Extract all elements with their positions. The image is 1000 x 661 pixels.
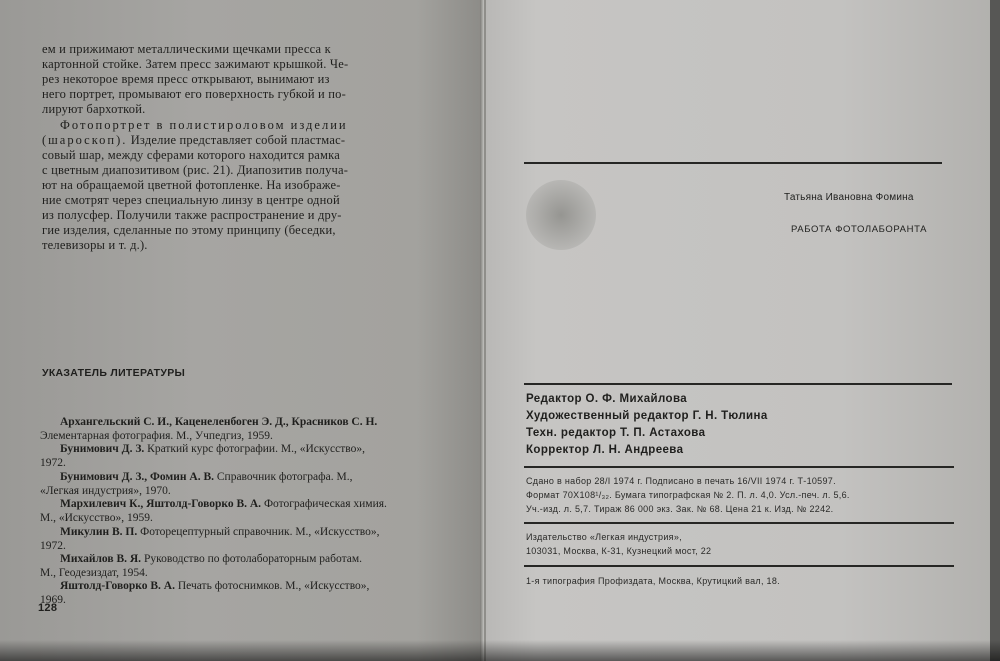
- book-title: РАБОТА ФОТОЛАБОРАНТА: [791, 224, 928, 235]
- text-line: него портрет, промывают его поверхность губкой и по-: [42, 87, 346, 101]
- left-page: [0, 0, 490, 661]
- reference-line: [60, 442, 365, 457]
- reference-line: [60, 470, 352, 485]
- printer-line: 1-я типография Профиздата, Москва, Крутицкий вал, 18.: [526, 576, 780, 586]
- reference-authors: Бунимович Д. З., Фомин А. В.: [60, 471, 214, 483]
- text-line: телевизоры и т. д.).: [42, 238, 148, 252]
- reference-text: Справочник фотографа. М.,: [214, 471, 353, 483]
- publisher-line: Издательство «Легкая индустрия»,: [526, 532, 682, 542]
- reference-text: Фоторецептурный справочник. М., «Искусство»,: [137, 526, 380, 538]
- top-rule: [524, 162, 942, 164]
- reference-text: Руководство по фотолабораторным работам.: [141, 553, 362, 565]
- author-name: Татьяна Ивановна Фомина: [784, 192, 914, 203]
- background-edge: [990, 0, 1000, 661]
- reference-line: М., Геодезиздат, 1954.: [40, 567, 148, 579]
- publisher-rule: [524, 522, 954, 524]
- reference-authors: Бунимович Д. З.: [60, 443, 145, 455]
- text-line: ние смотрят через специальную линзу в центре одной: [42, 193, 340, 207]
- bottom-shadow: [0, 640, 1000, 661]
- reference-authors: Мархилевич К., Яштолд-Говорко В. А.: [60, 498, 262, 510]
- reference-line: [60, 552, 362, 567]
- references-heading: УКАЗАТЕЛЬ ЛИТЕРАТУРЫ: [42, 367, 186, 379]
- reference-authors: Михайлов В. Я.: [60, 553, 142, 565]
- reference-authors: Яштолд-Говорко В. А.: [60, 580, 175, 592]
- reference-text: Печать фотоснимков. М., «Искусство»,: [174, 580, 370, 592]
- reference-text: Фотографическая химия.: [261, 498, 387, 510]
- reference-line: 1972.: [40, 457, 66, 469]
- reference-line: М., «Искусство», 1959.: [40, 512, 153, 524]
- reference-authors: Микулин В. П.: [60, 526, 138, 538]
- reference-authors: Архангельский С. И., Каценеленбоген Э. Д., Красников С. Н.: [60, 416, 378, 428]
- term-shar-oskop: (шароскоп).: [42, 133, 128, 147]
- editor-line: Корректор Л. Н. Андреева: [526, 444, 684, 456]
- editors-rule: [524, 383, 952, 385]
- editor-line: Техн. редактор Т. П. Астахова: [526, 427, 706, 439]
- publisher-line: 103031, Москва, К-31, Кузнецкий мост, 22: [526, 546, 712, 556]
- editor-line: Редактор О. Ф. Михайлова: [526, 393, 688, 405]
- reference-text: Краткий курс фотографии. М., «Искусство»,: [144, 443, 365, 455]
- editor-line: Художественный редактор Г. Н. Тюлина: [526, 410, 768, 422]
- imprint-line: Формат 70Х108¹/₃₂. Бумага типографская № 2. П. л. 4,0. Усл.-печ. л. 5,6.: [526, 490, 850, 500]
- imprint-line: Сдано в набор 28/I 1974 г. Подписано в печать 16/VII 1974 г. Т-10597.: [526, 476, 836, 486]
- reference-line: [60, 497, 387, 512]
- imprint-line: Уч.-изд. л. 5,7. Тираж 86 000 экз. Зак. № 68. Цена 21 к. Изд. № 2242.: [526, 504, 834, 514]
- text-line: рез некоторое время пресс открывают, вынимают из: [42, 72, 330, 86]
- text-line: гие изделия, сделанные по этому принципу (беседки,: [42, 223, 336, 237]
- reference-line: [60, 415, 377, 430]
- text-line: ем и прижимают металлическими щечками пресса к: [42, 42, 331, 56]
- reference-line: Элементарная фотография. М., Учпедгиз, 1959.: [40, 430, 273, 442]
- text-line: из полусфер. Получили также распространение и дру-: [42, 208, 342, 222]
- text-line: ют на обращаемой цветной фотопленке. На изображе-: [42, 178, 341, 192]
- text-line: [42, 133, 345, 148]
- printer-rule: [524, 565, 954, 567]
- reference-line: [60, 579, 369, 594]
- text-line: лируют бархоткой.: [42, 102, 146, 116]
- reference-line: [60, 525, 379, 540]
- paragraph-lead: Фотопортрет в полистироловом изделии: [60, 118, 348, 132]
- paper-stain: [526, 180, 596, 250]
- text-run: Изделие представляет собой пластмас-: [127, 133, 346, 147]
- page-number: 128: [38, 602, 58, 614]
- reference-line: 1972.: [40, 540, 66, 552]
- reference-line: «Легкая индустрия», 1970.: [40, 485, 171, 497]
- reference-line: 1969.: [40, 594, 66, 606]
- text-line: картонной стойке. Затем пресс зажимают крышкой. Че-: [42, 57, 349, 71]
- right-page: [484, 0, 992, 661]
- text-line: с цветным диапозитивом (рис. 21). Диапозитив получа-: [42, 163, 349, 177]
- text-line: совый шар, между сферами которого находится рамка: [42, 148, 340, 162]
- imprint-rule: [524, 466, 954, 468]
